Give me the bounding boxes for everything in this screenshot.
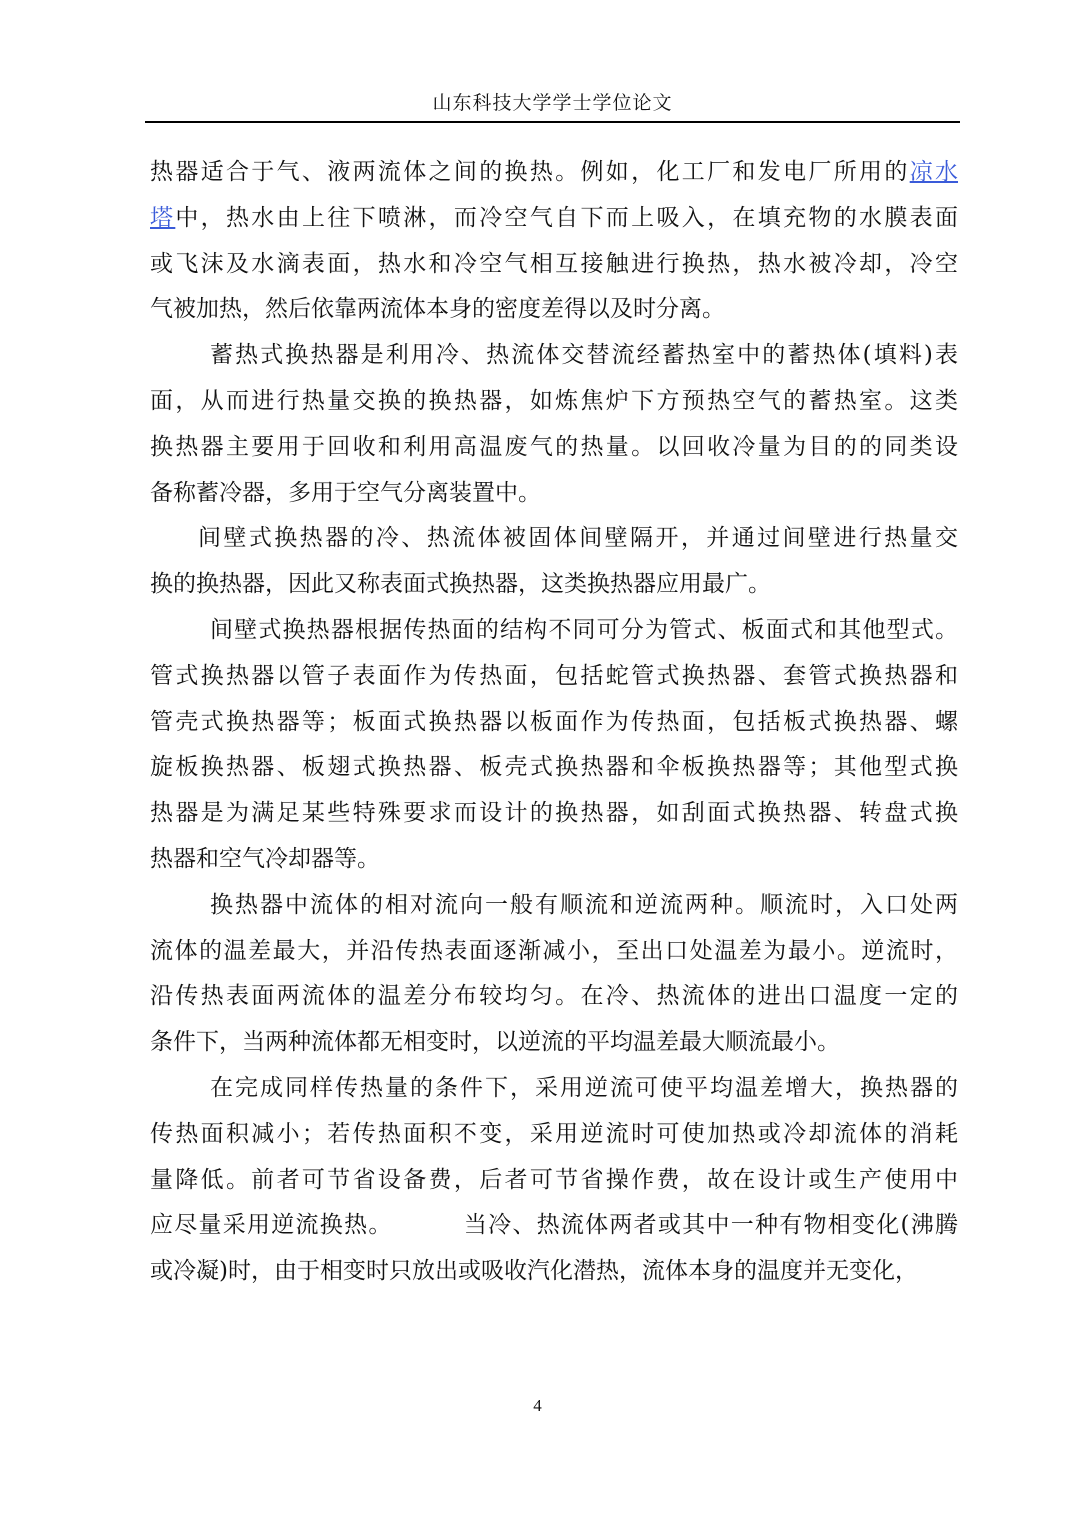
text-line: 换的换热器，因此又称表面式换热器，这类换热器应用最广。: [150, 571, 771, 598]
text-line: 气被加热，然后依靠两流体本身的密度差得以及时分离。: [150, 296, 725, 323]
text-line: 换热器中流体的相对流向一般有顺流和逆流两种。顺流时，入口处两: [210, 891, 958, 918]
text-line: 热器和空气冷却器等。: [150, 845, 380, 872]
text-line: 管壳式换热器等；板面式换热器以板面作为传热面，包括板式换热器、螺: [150, 708, 958, 735]
running-header: 山东科技大学学士学位论文: [432, 92, 673, 114]
text-line: 管式换热器以管子表面作为传热面，包括蛇管式换热器、套管式换热器和: [150, 662, 958, 689]
text-line: 热器是为满足某些特殊要求而设计的换热器，如刮面式换热器、转盘式换: [150, 800, 958, 827]
text-line: 热器适合于气、液两流体之间的换热。例如，化工厂和发电厂所用的凉水: [150, 159, 959, 185]
header-rule: [145, 121, 960, 123]
text-line: 蓄热式换热器是利用冷、热流体交替流经蓄热室中的蓄热体(填料)表: [210, 342, 958, 369]
text-line: 或飞沫及水滴表面，热水和冷空气相互接触进行换热，热水被冷却，冷空: [150, 250, 958, 277]
text-line: 间壁式换热器根据传热面的结构不同可分为管式、板面式和其他型式。: [210, 616, 958, 643]
text-line: 应尽量采用逆流换热。 当冷、热流体两者或其中一种有物相变化(沸腾: [150, 1212, 958, 1239]
body-text: [150, 150, 958, 1295]
text-line: 量降低。前者可节省设备费，后者可节省操作费，故在设计或生产使用中: [150, 1166, 958, 1193]
text-line: 塔中，热水由上往下喷淋，而冷空气自下而上吸入，在填充物的水膜表面: [150, 204, 959, 231]
text-line: 或冷凝)时，由于相变时只放出或吸收汽化潜热，流体本身的温度并无变化，: [150, 1258, 918, 1285]
text-line: 传热面积减小；若传热面积不变，采用逆流时可使加热或冷却流体的消耗: [150, 1120, 958, 1147]
text-line: 间壁式换热器的冷、热流体被固体间壁隔开，并通过间壁进行热量交: [198, 525, 958, 552]
link-cooling-tower-part1[interactable]: 凉水: [909, 159, 959, 185]
text-line: 流体的温差最大，并沿传热表面逐渐减小，至出口处温差为最小。逆流时，: [150, 937, 958, 964]
text-line: 换热器主要用于回收和利用高温废气的热量。以回收冷量为目的的同类设: [150, 433, 958, 460]
text-line: 面，从而进行热量交换的换热器，如炼焦炉下方预热空气的蓄热室。这类: [150, 387, 958, 414]
text-line: 沿传热表面两流体的温差分布较均匀。在冷、热流体的进出口温度一定的: [150, 983, 958, 1010]
text-line: 在完成同样传热量的条件下，采用逆流可使平均温差增大，换热器的: [210, 1074, 958, 1101]
text-line: 旋板换热器、板翅式换热器、板壳式换热器和伞板换热器等；其他型式换: [150, 754, 958, 781]
text-line: 备称蓄冷器，多用于空气分离装置中。: [150, 479, 541, 506]
page-number: 4: [533, 1396, 542, 1415]
text-line: 条件下，当两种流体都无相变时，以逆流的平均温差最大顺流最小。: [150, 1029, 840, 1056]
link-cooling-tower-part2[interactable]: 塔: [150, 204, 176, 231]
